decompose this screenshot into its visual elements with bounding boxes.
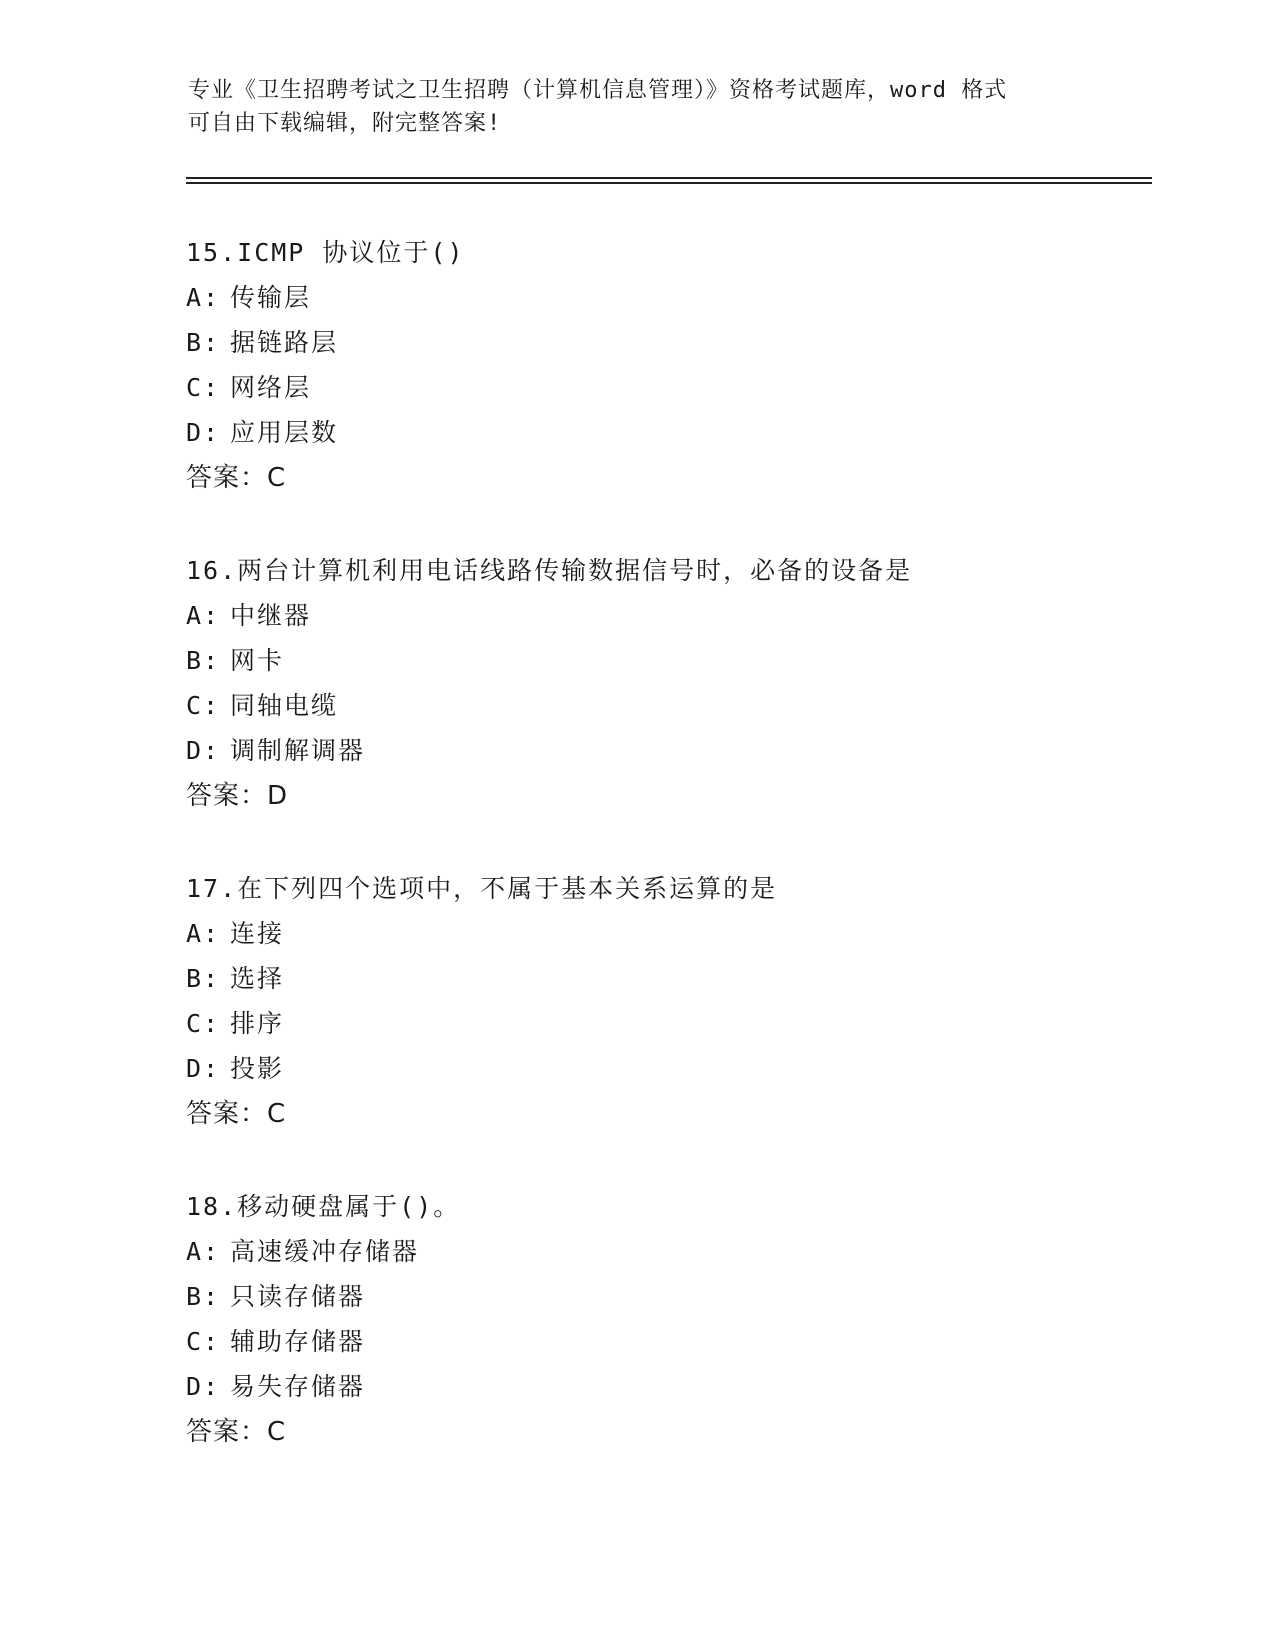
question-16-answer: 答案：D — [186, 781, 289, 811]
option-text: 易失存储器 — [230, 1372, 366, 1401]
question-15-stem: 15.ICMP 协议位于() — [186, 238, 465, 267]
question-18-answer: 答案：C — [186, 1417, 287, 1447]
option-letter: C: — [186, 1009, 221, 1038]
question-17-option-d — [186, 1054, 284, 1084]
option-text: 排序 — [230, 1009, 285, 1038]
question-16-option-b — [186, 646, 284, 676]
option-letter: D: — [186, 1054, 221, 1083]
option-letter: A: — [186, 601, 221, 630]
question-15-option-a — [186, 283, 311, 313]
question-17-stem: 17.在下列四个选项中，不属于基本关系运算的是 — [186, 874, 778, 903]
option-letter: C: — [186, 691, 221, 720]
option-text: 网络层 — [230, 373, 312, 402]
header-divider-bottom — [186, 182, 1152, 184]
question-18-option-d — [186, 1372, 365, 1402]
option-text: 同轴电缆 — [230, 691, 339, 720]
option-text: 网卡 — [230, 646, 285, 675]
question-15-option-b — [186, 328, 338, 358]
option-text: 选择 — [230, 964, 285, 993]
option-text: 传输层 — [230, 283, 312, 312]
option-letter: B: — [186, 646, 221, 675]
option-letter: A: — [186, 919, 221, 948]
option-text: 中继器 — [230, 601, 312, 630]
question-18-option-b — [186, 1282, 365, 1312]
question-17-option-c — [186, 1009, 284, 1039]
question-15-answer: 答案：C — [186, 463, 287, 493]
option-letter: A: — [186, 283, 221, 312]
question-18-option-c — [186, 1327, 365, 1357]
option-letter: D: — [186, 418, 221, 447]
header-line-2: 可自由下载编辑，附完整答案! — [188, 111, 502, 136]
option-letter: D: — [186, 1372, 221, 1401]
option-text: 应用层数 — [230, 418, 339, 447]
option-text: 调制解调器 — [230, 736, 366, 765]
question-17-option-b — [186, 964, 284, 994]
header-line-1: 专业《卫生招聘考试之卫生招聘（计算机信息管理）》资格考试题库，word 格式 — [188, 78, 1008, 103]
question-18-option-a — [186, 1237, 419, 1267]
question-16-option-c — [186, 691, 338, 721]
question-15-option-c — [186, 373, 311, 403]
option-text: 据链路层 — [230, 328, 339, 357]
option-text: 辅助存储器 — [230, 1327, 366, 1356]
option-letter: A: — [186, 1237, 221, 1266]
option-letter: B: — [186, 1282, 221, 1311]
question-18-stem: 18.移动硬盘属于()。 — [186, 1192, 461, 1221]
option-text: 投影 — [230, 1054, 285, 1083]
header-divider-top — [186, 177, 1152, 179]
option-letter: B: — [186, 964, 221, 993]
question-16-stem: 16.两台计算机利用电话线路传输数据信号时，必备的设备是 — [186, 556, 913, 585]
question-17-answer: 答案：C — [186, 1099, 287, 1129]
option-letter: D: — [186, 736, 221, 765]
question-16-option-a — [186, 601, 311, 631]
question-15-option-d — [186, 418, 338, 448]
option-text: 高速缓冲存储器 — [230, 1237, 420, 1266]
document-header — [188, 74, 1088, 140]
option-letter: C: — [186, 373, 221, 402]
option-letter: B: — [186, 328, 221, 357]
option-letter: C: — [186, 1327, 221, 1356]
option-text: 连接 — [230, 919, 285, 948]
option-text: 只读存储器 — [230, 1282, 366, 1311]
question-17-option-a — [186, 919, 284, 949]
question-16-option-d — [186, 736, 365, 766]
